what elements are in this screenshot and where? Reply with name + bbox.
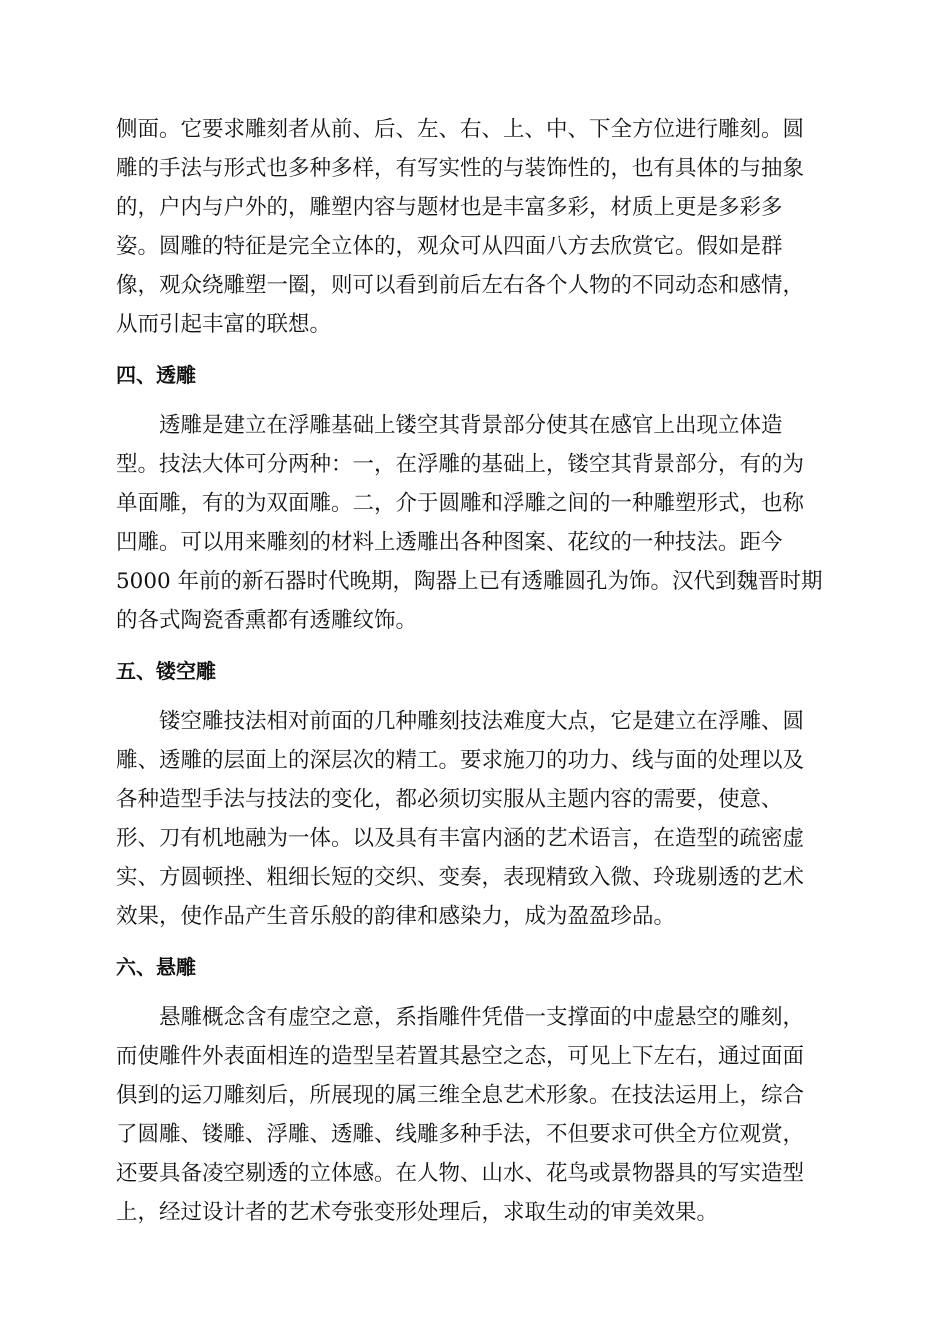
paragraph-line: 悬雕概念含有虚空之意，系指雕件凭借一支撑面的中虚悬空的雕刻， [116, 1005, 805, 1030]
paragraph-line: 俱到的运刀雕刻后，所展现的属三维全息艺术形象。在技法运用上，综合 [116, 1083, 805, 1108]
paragraph-line: 的，户内与户外的，雕塑内容与题材也是丰富多彩，材质上更是多彩多 [116, 195, 783, 220]
paragraph-line: 上，经过设计者的艺术夸张变形处理后，求取生动的审美效果。 [116, 1200, 719, 1225]
paragraph-line: 雕、透雕的层面上的深层次的精工。要求施刀的功力、线与面的处理以及 [116, 748, 805, 773]
paragraph-line: 凹雕。可以用来雕刻的材料上透雕出各种图案、花纹的一种技法。距今 [116, 530, 783, 555]
section-heading-xuandiao: 六、悬雕 [116, 955, 196, 979]
paragraph-line: 的各式陶瓷香熏都有透雕纹饰。 [116, 608, 418, 633]
paragraph-line: 姿。圆雕的特征是完全立体的，观众可从四面八方去欣赏它。假如是群 [116, 234, 783, 259]
paragraph-line: 5000 年前的新石器时代晚期，陶器上已有透雕圆孔为饰。汉代到魏晋时期 [116, 569, 823, 594]
paragraph-line: 形、刀有机地融为一体。以及具有丰富内涵的艺术语言，在造型的疏密虚 [116, 826, 805, 851]
paragraph-line: 型。技法大体可分两种：一，在浮雕的基础上，镂空其背景部分，有的为 [116, 452, 805, 477]
paragraph-toudiao [116, 406, 838, 640]
paragraph-line: 像，观众绕雕塑一圈，则可以看到前后左右各个人物的不同动态和感情， [116, 273, 805, 298]
paragraph-yuandiao-continued [116, 110, 838, 344]
document-page [116, 110, 838, 1232]
paragraph-line: 各种造型手法与技法的变化，都必须切实服从主题内容的需要，使意、 [116, 787, 783, 812]
paragraph-line: 从而引起丰富的联想。 [116, 312, 332, 337]
section-heading-loukongdiao: 五、镂空雕 [116, 659, 216, 683]
paragraph-line: 效果，使作品产生音乐般的韵律和感染力，成为盈盈珍品。 [116, 904, 676, 929]
paragraph-line: 雕的手法与形式也多种多样，有写实性的与装饰性的，也有具体的与抽象 [116, 156, 805, 181]
paragraph-line: 了圆雕、镂雕、浮雕、透雕、线雕多种手法，不但要求可供全方位观赏， [116, 1122, 805, 1147]
paragraph-line: 而使雕件外表面相连的造型呈若置其悬空之态，可见上下左右，通过面面 [116, 1044, 805, 1069]
paragraph-xuandiao [116, 998, 838, 1232]
paragraph-line: 还要具备凌空剔透的立体感。在人物、山水、花鸟或景物器具的写实造型 [116, 1161, 805, 1186]
paragraph-line: 实、方圆顿挫、粗细长短的交织、变奏，表现精致入微、玲珑剔透的艺术 [116, 865, 805, 890]
paragraph-line: 镂空雕技法相对前面的几种雕刻技法难度大点，它是建立在浮雕、圆 [116, 709, 805, 734]
paragraph-line: 侧面。它要求雕刻者从前、后、左、右、上、中、下全方位进行雕刻。圆 [116, 117, 805, 142]
paragraph-loukongdiao [116, 702, 838, 936]
paragraph-line: 透雕是建立在浮雕基础上镂空其背景部分使其在感官上出现立体造 [116, 413, 783, 438]
section-heading-toudiao: 四、透雕 [116, 363, 196, 387]
paragraph-line: 单面雕，有的为双面雕。二，介于圆雕和浮雕之间的一种雕塑形式，也称 [116, 491, 805, 516]
